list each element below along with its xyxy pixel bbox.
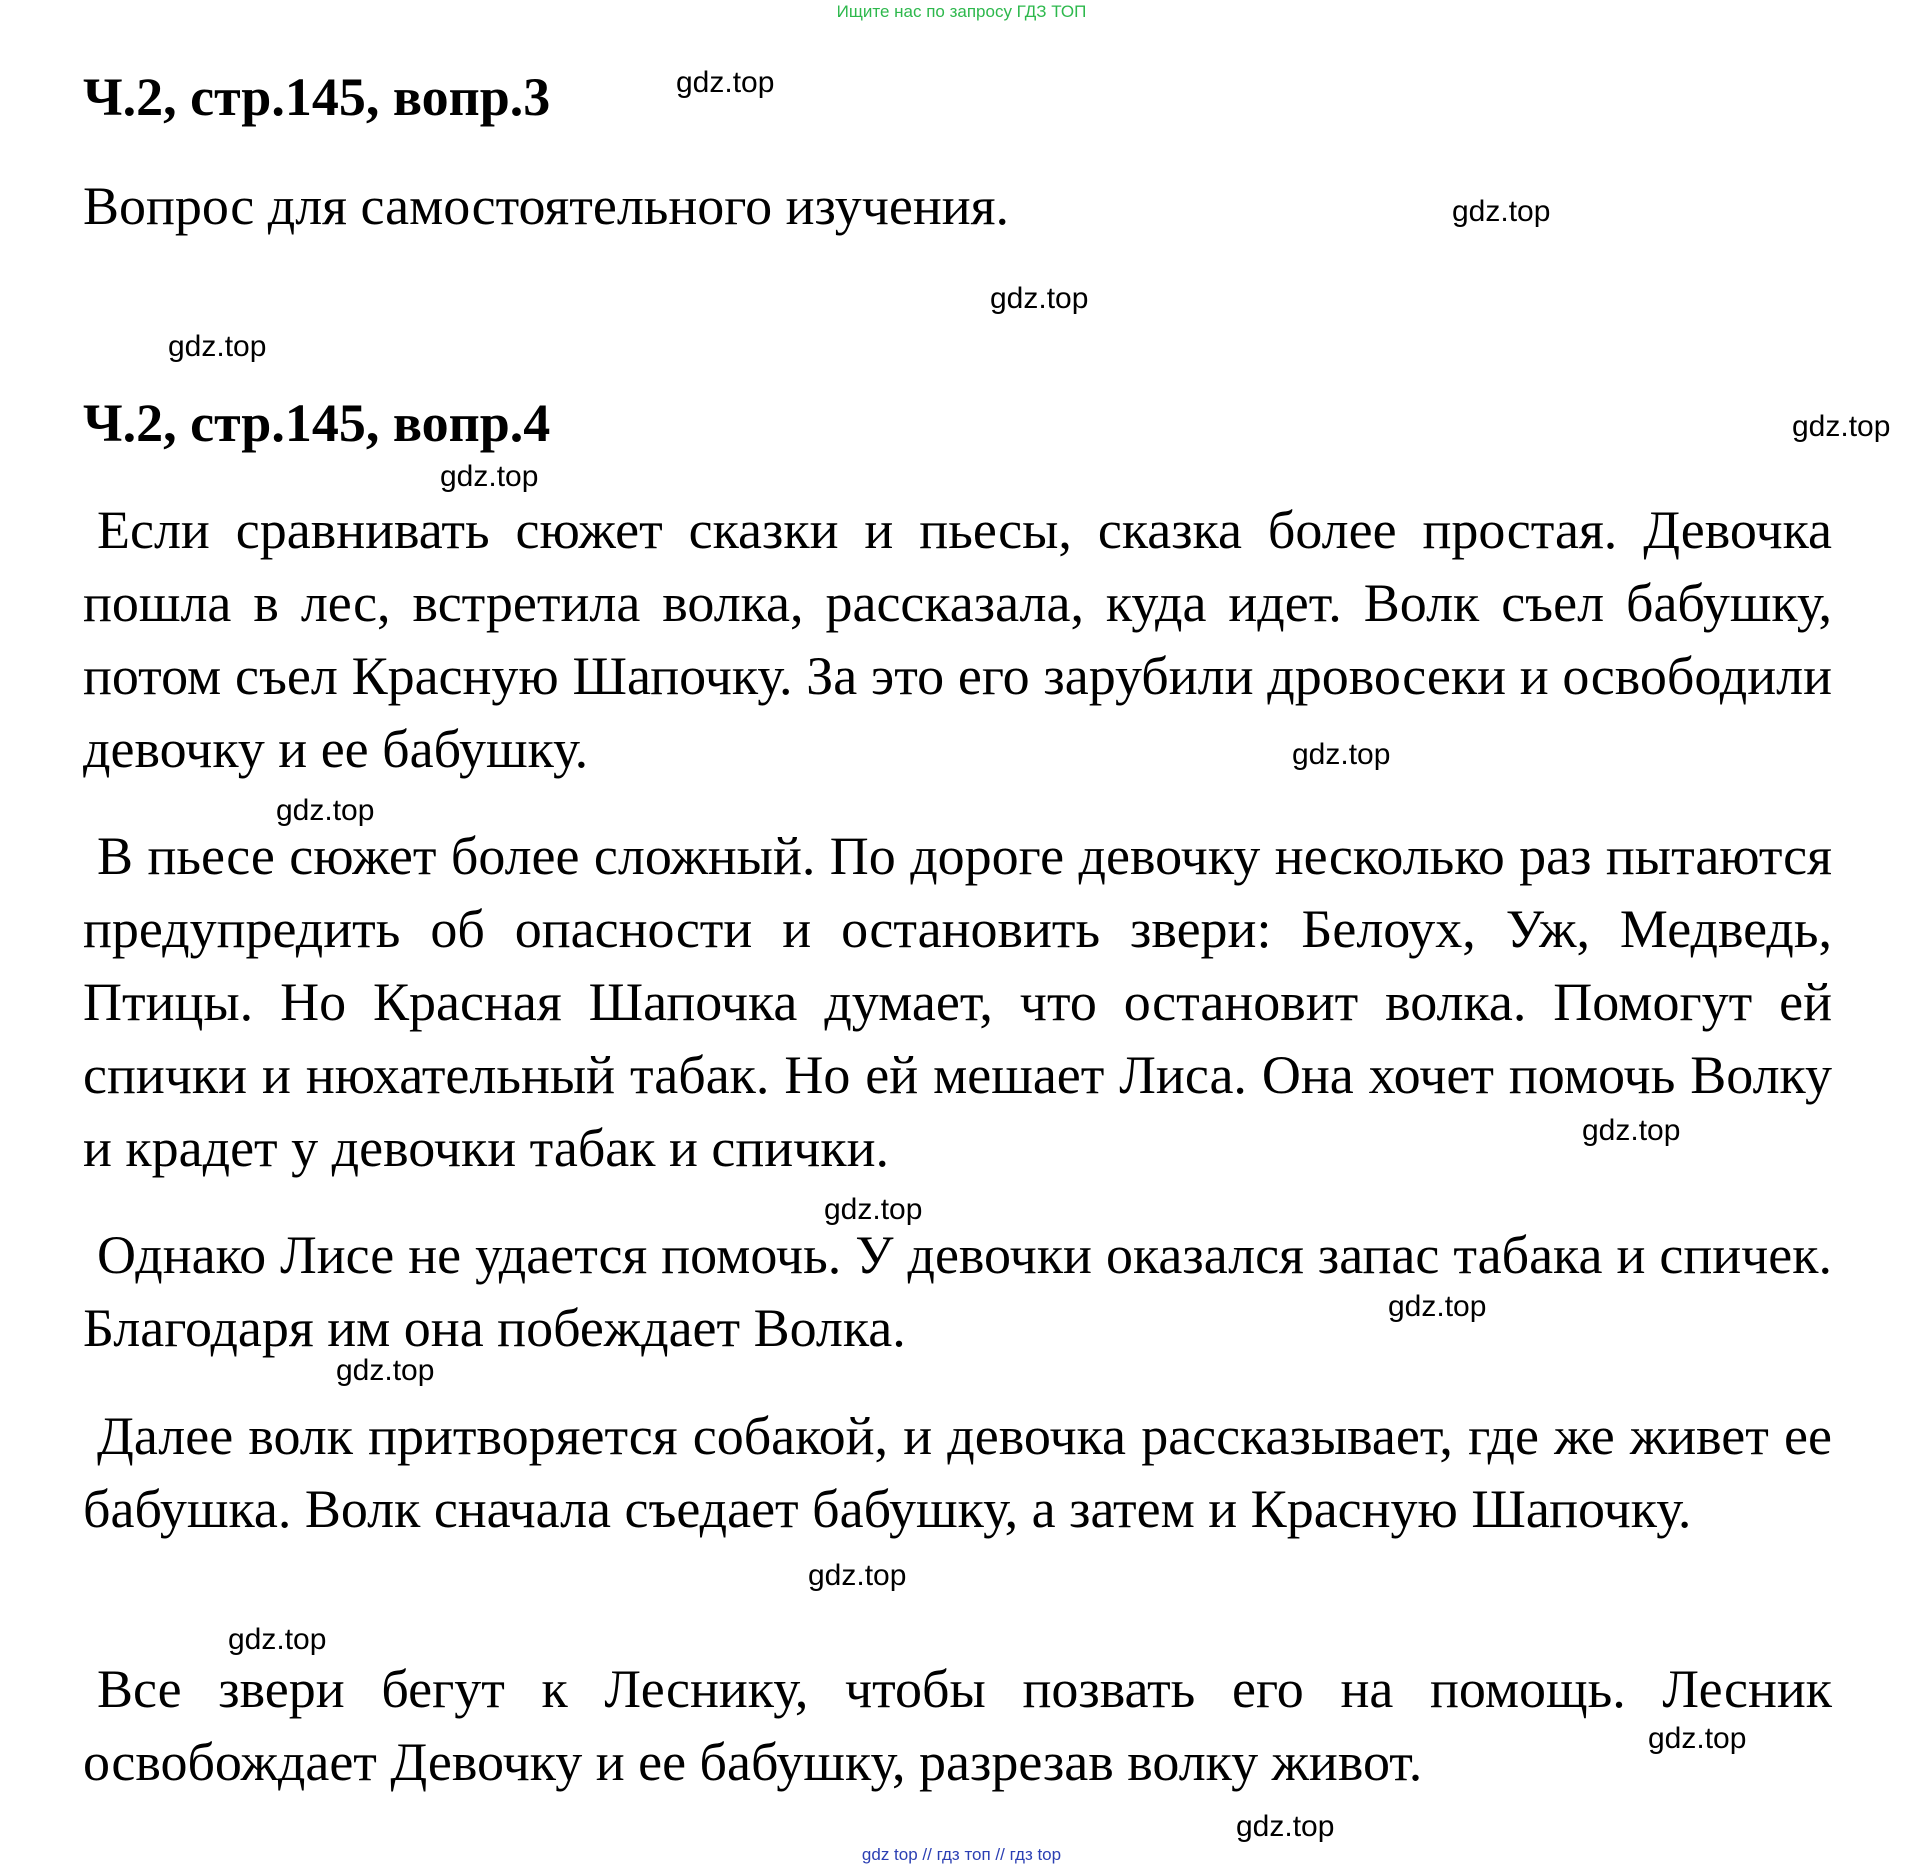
section-4-paragraph-5: Все звери бегут к Леснику, чтобы позвать его на помощь. Лесник освобождает Девочку и ее бабушку, разрезав волку живот. [83, 1659, 1832, 1792]
top-banner: Ищите нас по запросу ГДЗ ТОП [836, 2, 1087, 21]
section-3-title: Ч.2, стр.145, вопр.3 [83, 67, 551, 127]
footer: gdz top // гдз топ // гдз top [861, 1845, 1062, 1864]
section-4-paragraph-4: Далее волк притворяется собакой, и девочка рассказывает, где же живет ее бабушка. Волк сначала съедает бабушку, а затем и Красную Шапочку. [83, 1406, 1832, 1539]
section-4-paragraph-1: Если сравнивать сюжет сказки и пьесы, сказка более простая. Девочка пошла в лес, встретила волка, рассказала, куда идет. Волк съел бабушку, потом съел Красную Шапочку. За это его зарубили дровосеки и освободили девочку и ее бабушку. [83, 500, 1832, 779]
section-4-title: Ч.2, стр.145, вопр.4 [83, 393, 551, 453]
watermark: gdz.top [228, 1623, 327, 1656]
watermark: gdz.top [1792, 410, 1891, 443]
watermark: gdz.top [808, 1559, 907, 1592]
section-4-paragraph-3: Однако Лисе не удается помочь. У девочки оказался запас табака и спичек. Благодаря им она побеждает Волка. [83, 1225, 1832, 1358]
watermark: gdz.top [824, 1193, 923, 1226]
section-4-paragraph-2: В пьесе сюжет более сложный. По дороге девочку несколько раз пытаются предупредить об опасности и остановить звери: Белоух, Уж, Медведь, Птицы. Но Красная Шапочка думает, что остановит волка. Помогут ей спички и нюхательный табак. Но ей мешает Лиса. Она хочет помочь Волку и крадет у девочки табак и спички. [83, 826, 1832, 1178]
watermark: gdz.top [168, 330, 267, 363]
watermark: gdz.top [440, 460, 539, 493]
watermark: gdz.top [1388, 1290, 1487, 1323]
watermark: gdz.top [1292, 738, 1391, 771]
watermark: gdz.top [676, 66, 775, 99]
watermark: gdz.top [336, 1354, 435, 1387]
watermark: gdz.top [1582, 1114, 1681, 1147]
section-3-text: Вопрос для самостоятельного изучения. [83, 176, 1009, 236]
watermark: gdz.top [1648, 1722, 1747, 1755]
watermark: gdz.top [990, 282, 1089, 315]
watermark: gdz.top [1452, 195, 1551, 228]
watermark: gdz.top [276, 794, 375, 827]
watermark: gdz.top [1236, 1810, 1335, 1843]
